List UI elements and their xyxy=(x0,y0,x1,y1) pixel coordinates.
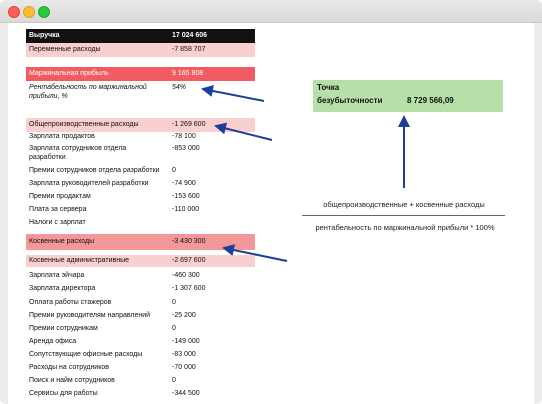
close-window-button[interactable] xyxy=(8,6,20,18)
breakeven-label: безубыточности xyxy=(317,96,383,105)
row-label: Маржинальная прибыль xyxy=(29,70,109,77)
row-label: Расходы на сотрудников xyxy=(29,364,109,371)
row-value: -1 307 600 xyxy=(172,285,206,292)
row-label: Оплата работы стажеров xyxy=(29,299,112,306)
row-value: -83 000 xyxy=(172,351,196,358)
row-value: 0 xyxy=(172,377,176,384)
row-value: -2 697 600 xyxy=(172,257,206,264)
row-label: Налоги с зарплат xyxy=(29,219,86,226)
row-label: Зарплата продактов xyxy=(29,133,95,140)
row-label: Сервисы для работы xyxy=(29,390,98,397)
arrow-to-overhead xyxy=(216,126,272,140)
title-bar xyxy=(0,0,542,23)
row-label: Премии сотрудников отдела разработки xyxy=(29,167,160,174)
row-label: Выручка xyxy=(29,32,60,39)
row-value: -149 000 xyxy=(172,338,200,345)
arrow-to-margin-rate xyxy=(203,89,264,101)
row-label: Зарплата эйчара xyxy=(29,272,85,279)
row-value: -853 000 xyxy=(172,145,200,152)
row-label: Сопутствующие офисные расходы xyxy=(29,351,143,358)
row-label: Рентабельность по маржинальной прибыли, % xyxy=(29,84,147,100)
row-value: -344 500 xyxy=(172,390,200,397)
row-value: -7 858 707 xyxy=(172,46,206,53)
breakeven-value: 8 729 566,09 xyxy=(407,96,454,105)
row-value: -1 269 600 xyxy=(172,121,206,128)
arrows-layer xyxy=(8,23,534,404)
formula-denominator: рентабельность по маржинальной прибыли * 100% xyxy=(315,223,495,232)
row-label: Премии сотрудникам xyxy=(29,325,98,332)
row-label: Зарплата директора xyxy=(29,285,96,292)
row-value: 17 024 606 xyxy=(172,32,208,39)
formula-numerator: общепроизводственные + косвенные расходы xyxy=(323,200,485,209)
row-value: -153 600 xyxy=(172,193,200,200)
row-value: 0 xyxy=(172,167,176,174)
row-label: Премии продактам xyxy=(29,193,91,200)
row-value: -25 200 xyxy=(172,312,196,319)
row-value: -78 100 xyxy=(172,133,196,140)
row-value: -3 430 300 xyxy=(172,238,206,245)
breakeven-label: Точка xyxy=(317,83,340,92)
row-label: Зарплата руководителей разработки xyxy=(29,180,149,187)
row-label: Переменные расходы xyxy=(29,46,101,53)
row-value: -74 900 xyxy=(172,180,196,187)
row-value: -70 000 xyxy=(172,364,196,371)
row-value: 54% xyxy=(172,84,187,91)
row-value: 0 xyxy=(172,299,176,306)
row-label: Премии руководителям направлений xyxy=(29,312,151,319)
row-label: Поиск и найм сотрудников xyxy=(29,377,115,384)
row-value: -110 000 xyxy=(172,206,200,213)
zoom-window-button[interactable] xyxy=(38,6,50,18)
row-value: 0 xyxy=(172,325,176,332)
row-value: 9 165 808 xyxy=(172,70,204,77)
row-label: Аренда офиса xyxy=(29,338,77,345)
row-label: Косвенные расходы xyxy=(29,238,95,245)
arrow-to-indirect xyxy=(224,248,287,261)
row-value: -460 300 xyxy=(172,272,200,279)
row-label: Общепроизводственные расходы xyxy=(29,121,139,128)
document-canvas xyxy=(8,23,534,404)
row-label: Зарплата сотрудников отдела разработки xyxy=(29,145,127,161)
row-label: Плата за сервера xyxy=(29,206,87,213)
row-label: Косвенные административные xyxy=(29,257,130,264)
minimize-window-button[interactable] xyxy=(23,6,35,18)
